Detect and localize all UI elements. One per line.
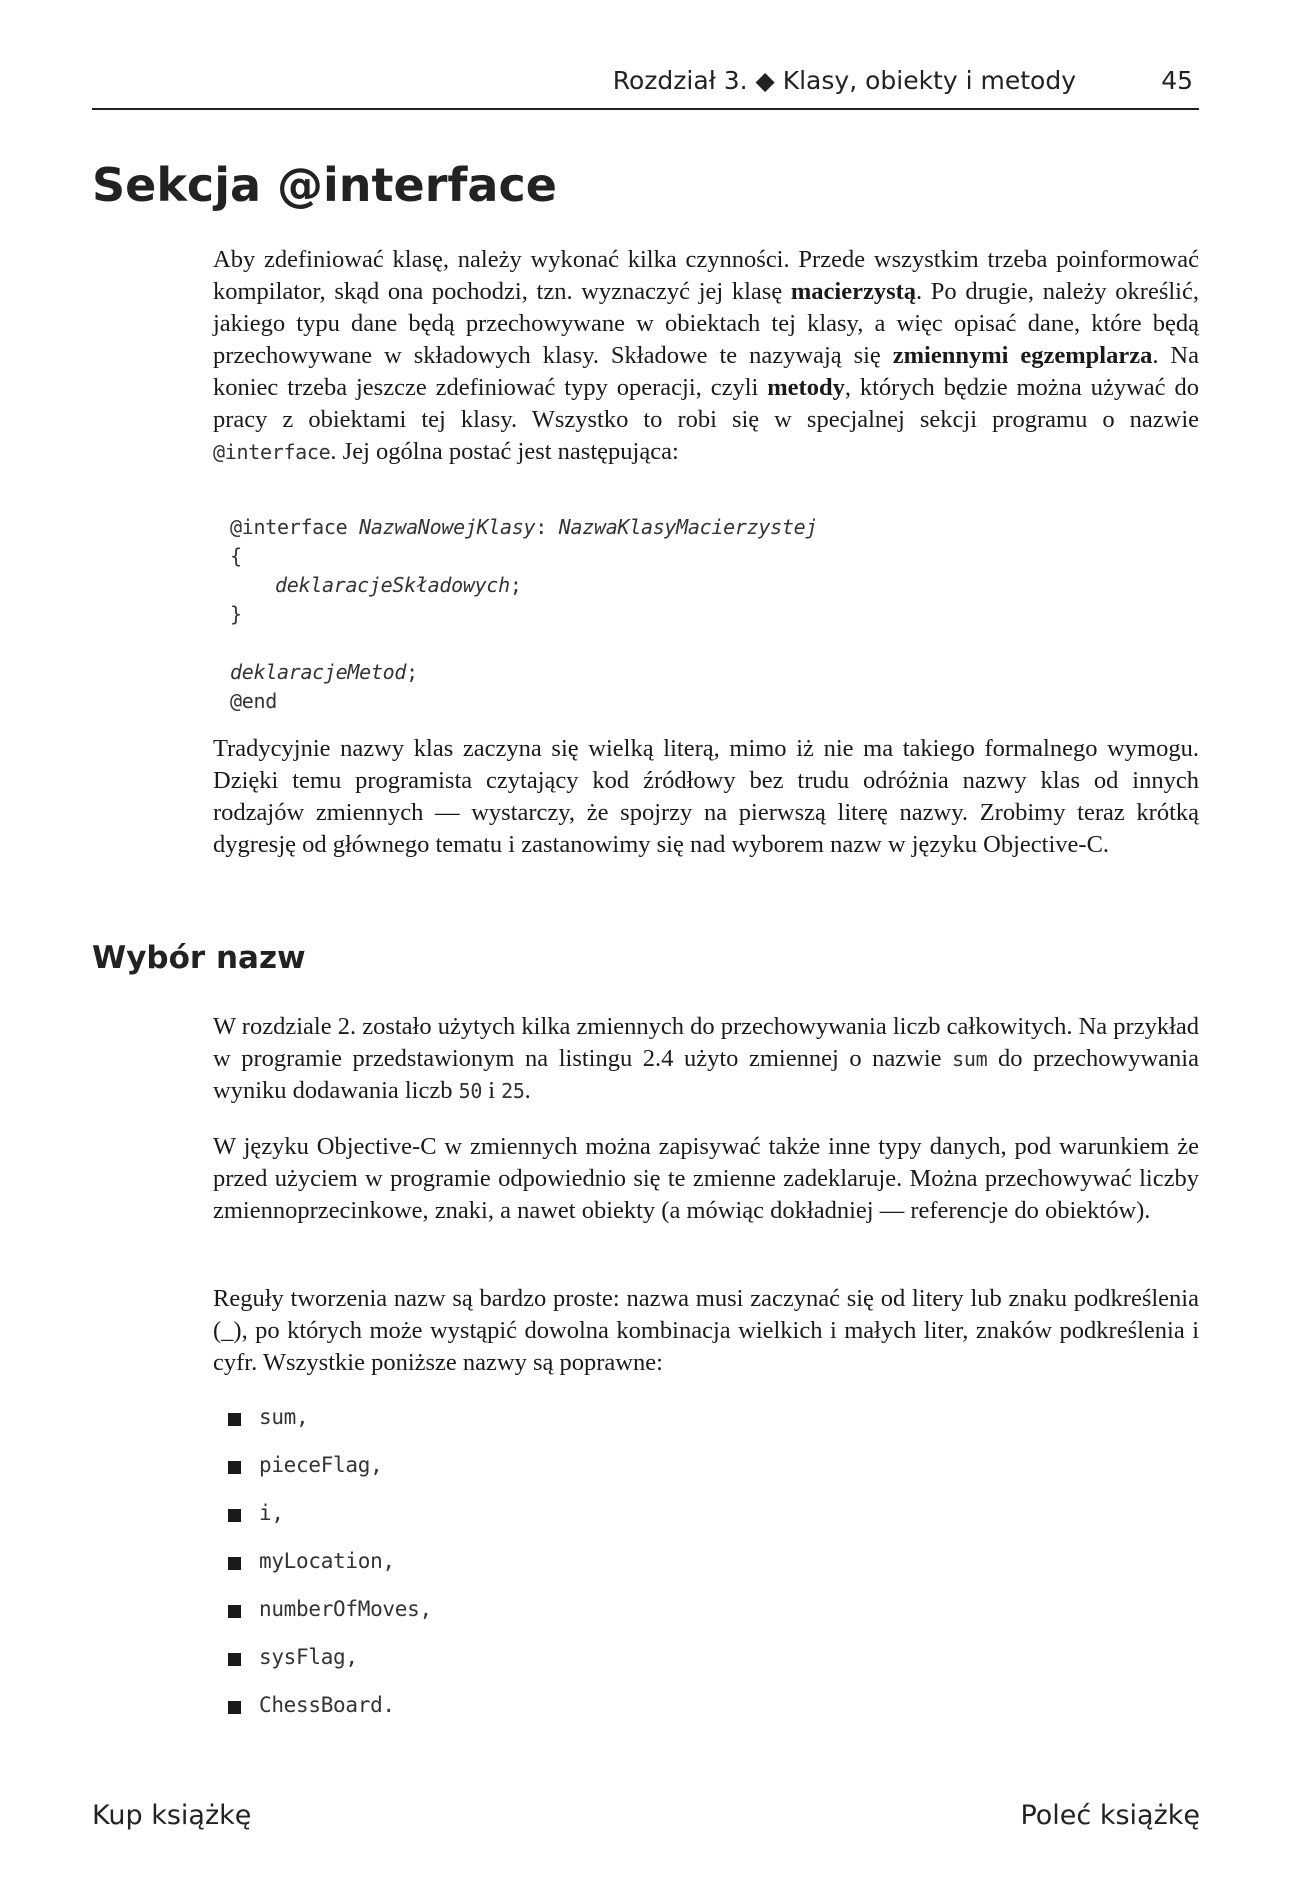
bullet-icon [228,1653,241,1666]
text-run: . Na koniec trzeba jeszcze zdefiniować typy operacji, czyli [213,342,1199,401]
text-run: i [482,1077,502,1104]
subsection-title: Wybór nazw [92,940,306,976]
section-title: Sekcja @interface [92,158,557,212]
text-run: . [524,1077,531,1104]
data-types-paragraph: W języku Objective-C w zmiennych można zapisywać także inne typy danych, pod warunkiem że przed użyciem w programie odpowiednio się te zmienne zadeklaruje. Można przechowywać liczby zmiennoprzecinkowe, znaki, a nawet obiekty (a mówiąc dokładniej — referencje do obiektów). [213,1133,1199,1224]
list-item-code: numberOfMoves, [259,1597,432,1621]
code-line [230,515,817,539]
code-line: { [230,544,242,568]
list-item-code: sum, [259,1405,309,1429]
bold-term-instance-variables: zmiennymi egzemplarza [892,342,1153,369]
bullet-icon [228,1701,241,1714]
code-keyword: @interface [230,515,360,539]
running-title: Rozdział 3. ◆ Klasy, obiekty i metody [612,66,1076,95]
code-line: @end [230,689,277,713]
text-run: do przechowywania wyniku dodawania liczb [213,1045,1199,1104]
bullet-icon [228,1509,241,1522]
code-placeholder: NazwaNowejKlasy [359,515,536,539]
bold-term-superclass: macierzystą [790,278,917,305]
inline-code: 25 [501,1079,525,1103]
naming-convention-paragraph: Tradycyjnie nazwy klas zaczyna się wielką literą, mimo iż nie ma takiego formalnego wymogu. Dzięki temu programista czytający kod źródłowy bez trudu odróżnia nazwy klas od innych rodzajów zmiennych — wystarczy, że spojrzy na pierwszą literę nazwy. Zrobimy teraz krótką dygresję od głównego tematu i zastanowimy się nad wyborem nazw w języku Objective-C. [213,735,1199,858]
variables-paragraph [213,1011,1199,1107]
inline-code: 50 [458,1079,483,1103]
running-header [92,66,1199,110]
recommend-book-link[interactable]: Poleć książkę [1020,1800,1200,1831]
code-separator: ; [406,660,418,684]
bold-term-methods: metody [767,374,845,401]
inline-code: @interface [213,440,331,464]
bullet-icon [228,1461,241,1474]
list-item-code: sysFlag, [259,1645,358,1669]
bullet-icon [228,1413,241,1426]
code-placeholder: NazwaKlasyMacierzystej [558,515,818,539]
buy-book-link[interactable]: Kup książkę [92,1800,252,1831]
intro-paragraph [213,244,1199,468]
code-placeholder: deklaracjeSkładowych [275,573,510,597]
inline-code: sum [952,1047,988,1071]
code-placeholder: deklaracjeMetod [230,660,407,684]
list-item-code: myLocation, [259,1549,395,1573]
naming-rules-paragraph: Reguły tworzenia nazw są bardzo proste: nazwa musi zaczynać się od litery lub znaku podkreślenia (_), po których może wystąpić dowolna kombinacja wielkich i małych liter, znaków podkreślenia i cyfr. Wszystkie poniższe nazwy są poprawne: [213,1285,1199,1376]
list-item-code: pieceFlag, [259,1453,383,1477]
code-separator: ; [509,573,522,597]
page-number: 45 [1161,66,1193,95]
code-line [275,573,522,597]
list-item-code: ChessBoard. [259,1693,395,1717]
code-separator: : [535,515,559,539]
bullet-icon [228,1605,241,1618]
text-run: W rozdziale 2. zostało użytych kilka zmiennych do przechowywania liczb całkowitych. Na przykład w programie przedstawionym na listingu 2.4 użyto zmiennej o nazwie [213,1013,1199,1072]
list-item-code: i, [259,1501,284,1525]
text-run: Aby zdefiniować klasę, należy wykonać kilka czynności. Przede wszystkim trzeba poinformować kompilator, skąd ona pochodzi, tzn. wyznaczyć jej klasę [213,246,1199,305]
text-run: . Jej ogólna postać jest następująca: [330,438,679,465]
text-run: , których będzie można używać do pracy z obiektami tej klasy. Wszystko to robi się w specjalnej sekcji programu o nazwie [213,374,1199,433]
code-line [230,660,418,684]
code-line: } [230,602,242,626]
text-run: . Po drugie, należy określić, jakiego typu dane będą przechowywane w obiektach tej klasy, a więc opisać dane, które będą przechowywane w składowych klasy. Składowe te nazywają się [213,278,1199,369]
bullet-icon [228,1557,241,1570]
